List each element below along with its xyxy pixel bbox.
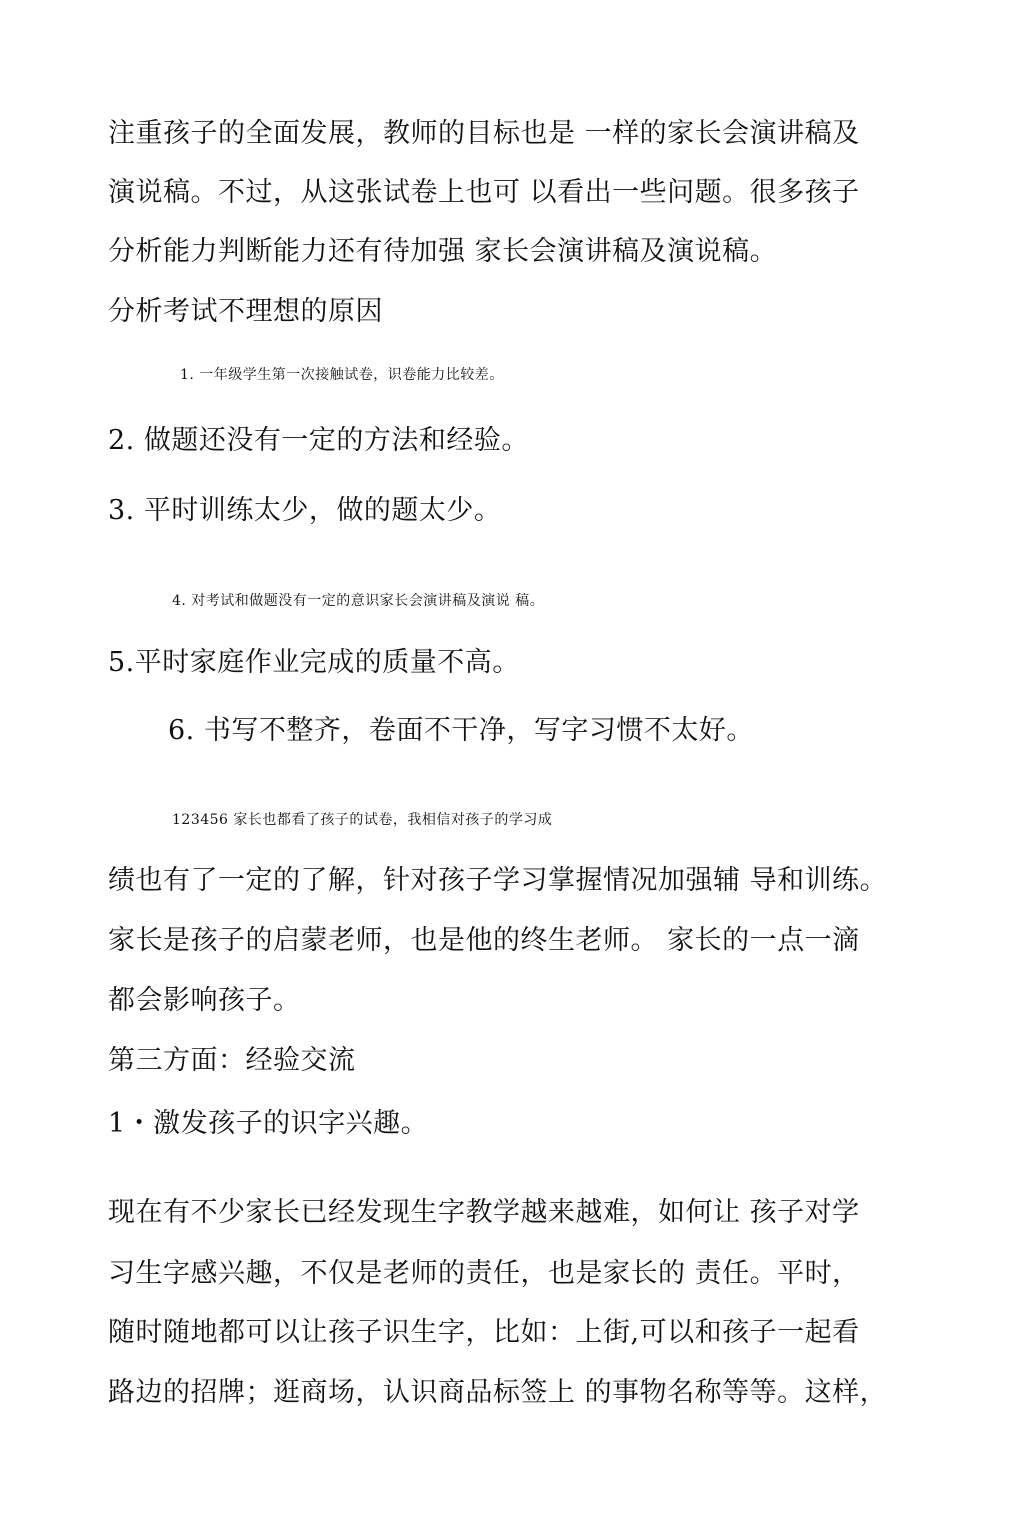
list-item: 5.平时家庭作业完成的质量不高。: [108, 647, 520, 678]
paragraph-line: 家长是孩子的启蒙老师，也是他的终生老师。 家长的一点一滴: [108, 925, 860, 956]
list-item: 3. 平时训练太少，做的题太少。: [108, 495, 502, 526]
paragraph-line: 随时随地都可以让孩子识生字，比如：上街,可以和孩子一起看: [108, 1317, 860, 1348]
paragraph-line: 123456 家长也都看了孩子的试卷，我相信对孩子的学习成: [172, 812, 553, 828]
list-item: 1. 一年级学生第一次接触试卷，识卷能力比较差。: [180, 367, 504, 383]
paragraph-line: 现在有不少家长已经发现生字教学越来越难，如何让 孩子对学: [108, 1197, 860, 1228]
section-heading: 第三方面：经验交流: [108, 1045, 356, 1076]
paragraph-line: 分析能力判断能力还有待加强 家长会演讲稿及演说稿。: [108, 236, 778, 267]
paragraph-line: 注重孩子的全面发展，教师的目标也是 一样的家长会演讲稿及: [108, 118, 860, 149]
paragraph-line: 绩也有了一定的了解，针对孩子学习掌握情况加强辅 导和训练。: [108, 865, 888, 896]
paragraph-line: 习生字感兴趣，不仅是老师的责任，也是家长的 责任。平时，: [108, 1258, 860, 1289]
list-item: 2. 做题还没有一定的方法和经验。: [108, 425, 529, 456]
paragraph-line: 路边的招牌；逛商场，认识商品标签上 的事物名称等等。这样，: [108, 1377, 888, 1408]
list-item: 4. 对考试和做题没有一定的意识家长会演讲稿及演说 稿。: [172, 593, 545, 609]
list-item: 6. 书写不整齐，卷面不干净，写字习惯不太好。: [168, 715, 754, 746]
section-heading: 分析考试不理想的原因: [108, 296, 383, 327]
paragraph-line: 都会影响孩子。: [108, 985, 301, 1016]
paragraph-line: 演说稿。不过，从这张试卷上也可 以看出一些问题。很多孩子: [108, 177, 860, 208]
list-item: 1・激发孩子的识字兴趣。: [108, 1108, 429, 1139]
